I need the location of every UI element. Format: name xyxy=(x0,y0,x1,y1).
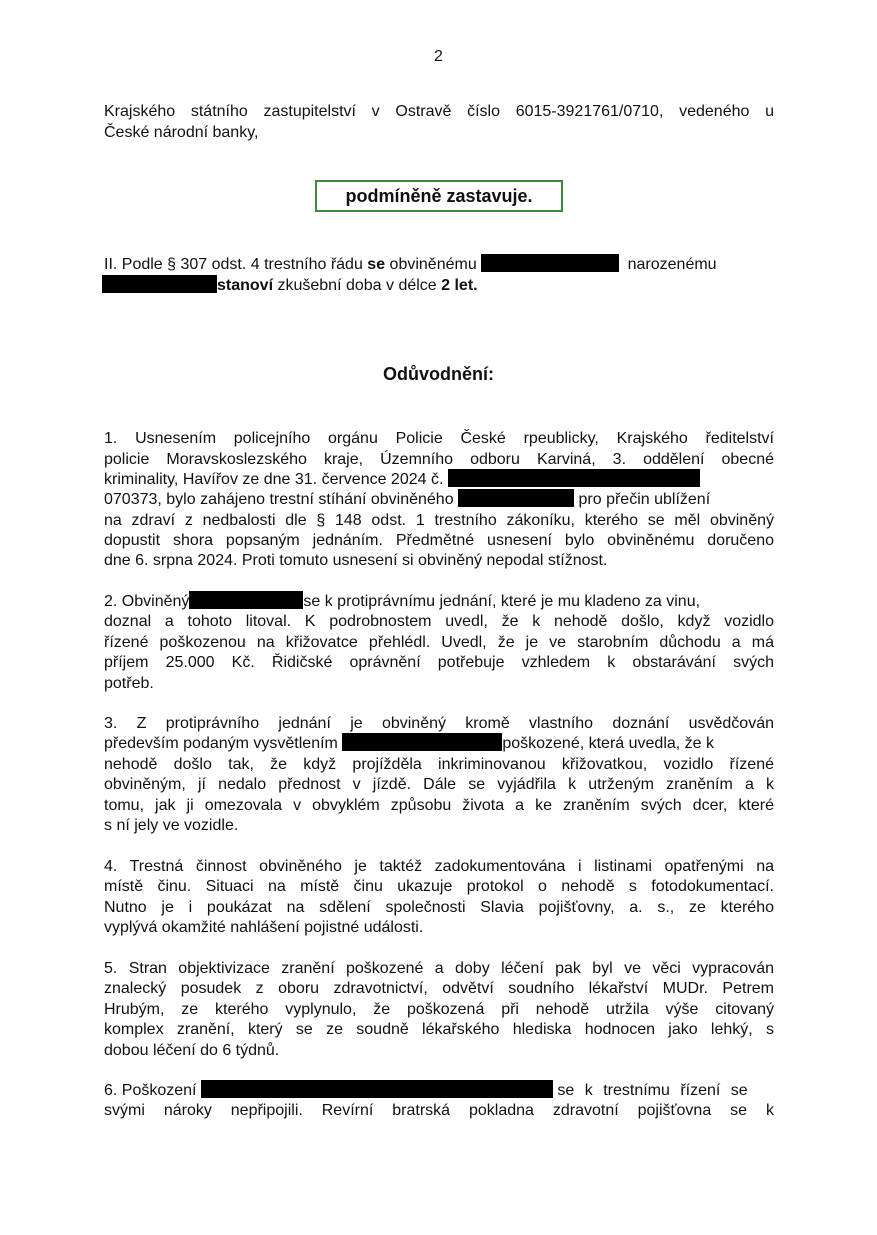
p3-line-2 xyxy=(104,733,774,754)
section-ii-text-f: zkušební doba v délce xyxy=(277,277,437,294)
redaction-block xyxy=(448,469,700,487)
section-ii-text-a: II. Podle § 307 odst. 4 trestního řádu xyxy=(104,256,363,273)
decision-box: podmíněně zastavuje. xyxy=(315,180,563,212)
section-ii-text-c: obviněnému xyxy=(389,256,477,273)
p2-line-1 xyxy=(104,591,774,612)
p3-line-1: 3. Z protiprávního jednání je obviněný kromě vlastního doznání usvědčován xyxy=(104,715,774,732)
p6-line-2: svými nároky nepřipojili. Revírní bratrská pokladna zdravotní pojišťovna se k xyxy=(104,1102,774,1119)
intro-line-1: Krajského státního zastupitelství v Ostravě číslo 6015-3921761/0710, vedeného u xyxy=(104,103,774,120)
p3-line-2-text-b: poškozené, která uvedla, že k xyxy=(502,735,715,752)
p5-line-1: 5. Stran objektivizace zranění poškozené a doby léčení pak byl ve věci vypracován xyxy=(104,960,774,977)
section-ii-text-d: narozenému xyxy=(627,256,717,273)
redaction-block xyxy=(201,1080,553,1098)
section-ii-text-e: stanoví xyxy=(217,277,274,294)
p6-line-1-text-b: se k trestnímu řízení se xyxy=(557,1082,748,1099)
redaction-block xyxy=(189,591,303,609)
p1-line-7: dne 6. srpna 2024. Proti tomuto usnesení si obviněný nepodal stížnost. xyxy=(104,552,608,569)
p3-line-6: s ní jely ve vozidle. xyxy=(104,817,239,834)
p4-line-3: Nutno je i poukázat na sdělení společnosti Slavia pojišťovny, a. s., ze kterého xyxy=(104,899,774,916)
p2-line-2: doznal a tohoto litoval. K podrobnostem uvedl, že k nehodě došlo, když vozidlo xyxy=(104,613,774,630)
section-ii-line-2 xyxy=(102,275,772,296)
p1-line-5: na zdraví z nedbalosti dle § 148 odst. 1 trestního zákoníku, kterého se měl obviněný xyxy=(104,512,774,529)
p5-line-3: Hrubým, ze kterého vyplynulo, že poškozená při nehodě utržila výše citovaný xyxy=(104,1001,774,1018)
p5-line-5: dobou léčení do 6 týdnů. xyxy=(104,1042,280,1059)
p5-line-2: znalecký posudek z oboru zdravotnictví, odvětví soudního lékařství MUDr. Petrem xyxy=(104,980,774,997)
p1-line-2: policie Moravskoslezského kraje, Územního odboru Karviná, 3. oddělení obecné xyxy=(104,451,774,468)
p2-line-1-text-b: se k protiprávnímu jednání, které je mu kladeno za vinu, xyxy=(303,593,701,610)
p1-line-6: dopustit shora popsaným jednáním. Předmětné usnesení bylo obviněnému doručeno xyxy=(104,532,774,549)
p6-line-1-text-a: 6. Poškození xyxy=(104,1082,197,1099)
redaction-block xyxy=(481,254,619,272)
p2-line-3: řízené poškozenou na křižovatce přehlédl. Uvedl, že je ve starobním důchodu a má xyxy=(104,634,774,651)
p6-line-1 xyxy=(104,1080,774,1101)
section-ii-text-b: se xyxy=(367,256,386,273)
p3-line-4: obviněným, jí nedalo přednost v jízdě. Dále se vyjádřila k utrženým zraněním a k xyxy=(104,776,774,793)
section-heading: Odůvodnění: xyxy=(383,364,494,384)
p4-line-2: místě činu. Situaci na místě činu ukazuje protokol o nehodě s fotodokumentací. xyxy=(104,878,774,895)
redaction-block xyxy=(458,489,574,507)
p4-line-1: 4. Trestná činnost obviněného je taktéž zadokumentována i listinami opatřenými na xyxy=(104,858,774,875)
p1-line-1: 1. Usnesením policejního orgánu Policie České rpeublicky, Krajského ředitelství xyxy=(104,430,774,447)
section-ii-line-1 xyxy=(104,254,774,275)
p2-line-1-text-a: 2. Obviněný xyxy=(104,593,190,610)
p3-line-2-text-a: především podaným vysvětlením xyxy=(104,735,338,752)
p3-line-5: tomu, jak ji omezovala v obvyklém způsobu života a ke zraněním svých dcer, které xyxy=(104,797,774,814)
p2-line-4: příjem 25.000 Kč. Řidičské oprávnění potřebuje vzhledem k obstarávání svých xyxy=(104,654,774,671)
p5-line-4: komplex zranění, který se ze soudně lékařského hlediska hodnocen jako lehký, s xyxy=(104,1021,774,1038)
p1-line-3 xyxy=(104,469,794,490)
p1-line-3-text: kriminality, Havířov ze dne 31. července 2024 č. xyxy=(104,471,444,488)
p4-line-4: vyplývá okamžité nahlášení pojistné události. xyxy=(104,919,424,936)
page-number: 2 xyxy=(434,48,443,65)
redaction-block xyxy=(102,275,217,293)
p1-line-4-text-a: 070373, bylo zahájeno trestní stíhání obviněného xyxy=(104,491,454,508)
section-ii-text-g: 2 let. xyxy=(441,277,478,294)
p2-line-5: potřeb. xyxy=(104,675,154,692)
p1-line-4 xyxy=(104,489,774,510)
redaction-block xyxy=(342,733,502,751)
intro-line-2: České národní banky, xyxy=(104,124,259,141)
p1-line-4-text-b: pro přečin ublížení xyxy=(578,491,711,508)
p3-line-3: nehodě došlo tak, že když projížděla inkriminovanou křižovatkou, vozidlo řízené xyxy=(104,756,774,773)
